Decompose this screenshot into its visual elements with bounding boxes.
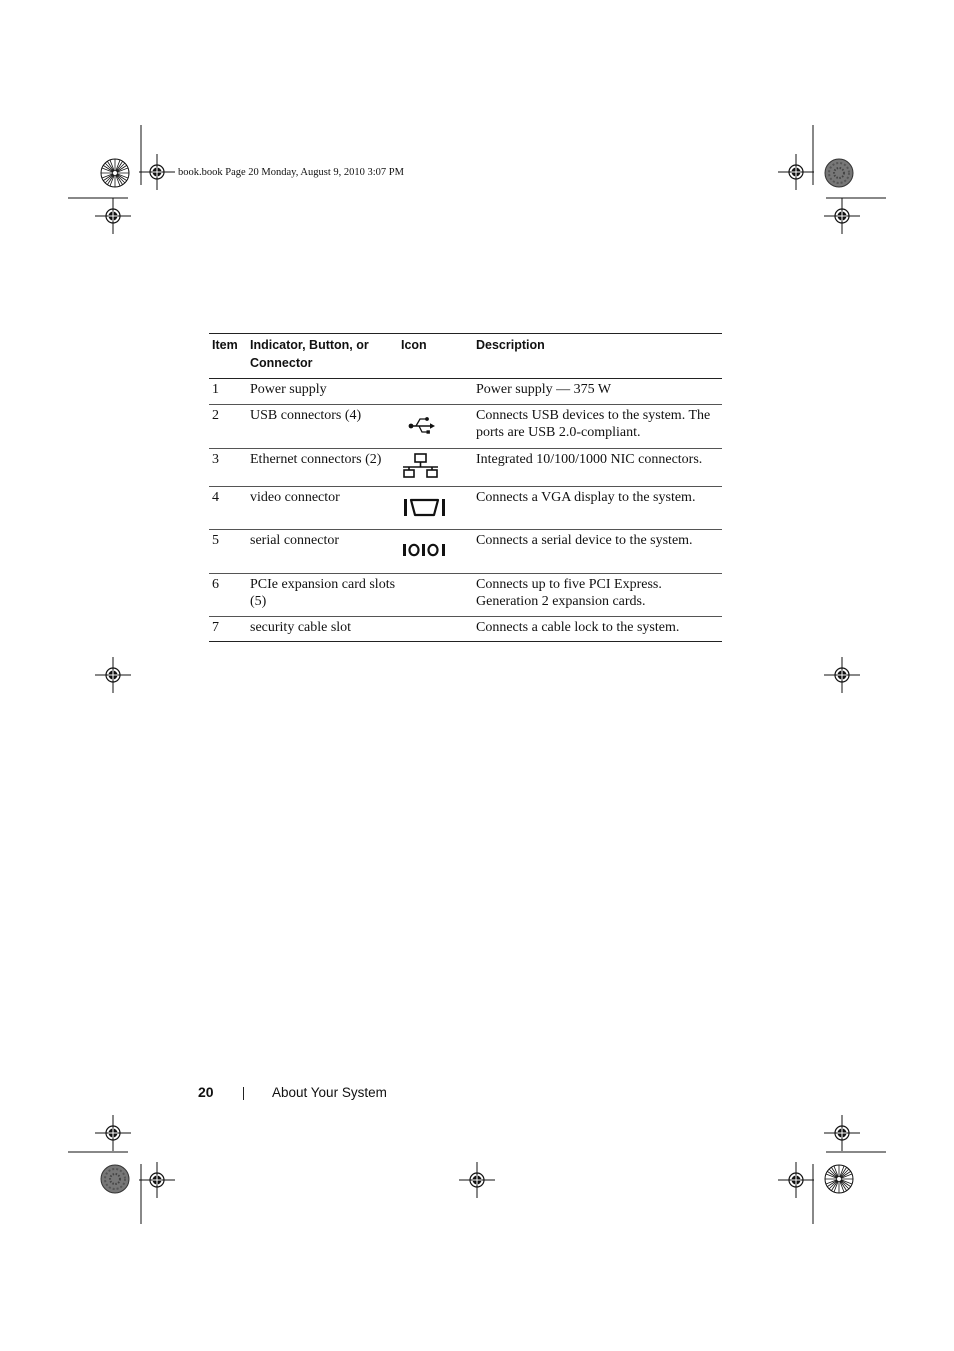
connector-name: Power supply	[247, 379, 398, 405]
column-header-item: Item	[209, 334, 247, 379]
icon-cell	[398, 573, 473, 616]
icon-cell	[398, 616, 473, 642]
page-number: 20	[198, 1084, 214, 1100]
item-number: 6	[209, 573, 247, 616]
item-number: 1	[209, 379, 247, 405]
connector-description: Connects USB devices to the system. The ports are USB 2.0-compliant.	[473, 404, 722, 448]
connector-description: Power supply — 375 W	[473, 379, 722, 405]
item-number: 5	[209, 529, 247, 573]
footer-divider	[243, 1087, 244, 1100]
connector-description: Connects up to five PCI Express. Generation 2 expansion cards.	[473, 573, 722, 616]
item-number: 3	[209, 448, 247, 486]
connector-name: video connector	[247, 486, 398, 529]
column-header-connector: Indicator, Button, or Connector	[247, 334, 398, 379]
icon-cell	[398, 448, 473, 486]
connector-name: security cable slot	[247, 616, 398, 642]
connector-name: serial connector	[247, 529, 398, 573]
icon-cell	[398, 529, 473, 573]
network-icon	[402, 453, 440, 479]
table-row	[209, 529, 722, 573]
connector-table	[209, 333, 722, 642]
section-title: About Your System	[272, 1085, 387, 1100]
column-header-icon: Icon	[398, 334, 473, 379]
connector-name: Ethernet connectors (2)	[247, 448, 398, 486]
table-row	[209, 448, 722, 486]
icon-cell	[398, 379, 473, 405]
connector-description: Integrated 10/100/1000 NIC connectors.	[473, 448, 722, 486]
video-icon	[403, 497, 447, 519]
serial-icon	[402, 540, 448, 560]
table-row	[209, 616, 722, 642]
usb-icon	[408, 415, 436, 437]
table-row	[209, 379, 722, 405]
table-row	[209, 404, 722, 448]
print-header: book.book Page 20 Monday, August 9, 2010 3:07 PM	[178, 167, 404, 178]
connector-description: Connects a cable lock to the system.	[473, 616, 722, 642]
connector-name: USB connectors (4)	[247, 404, 398, 448]
table-header-row	[209, 334, 722, 379]
connector-description: Connects a serial device to the system.	[473, 529, 722, 573]
item-number: 4	[209, 486, 247, 529]
table-row	[209, 573, 722, 616]
item-number: 7	[209, 616, 247, 642]
item-number: 2	[209, 404, 247, 448]
column-header-description: Description	[473, 334, 722, 379]
connector-name: PCIe expansion card slots (5)	[247, 573, 398, 616]
icon-cell	[398, 404, 473, 448]
connector-description: Connects a VGA display to the system.	[473, 486, 722, 529]
icon-cell	[398, 486, 473, 529]
table-row	[209, 486, 722, 529]
